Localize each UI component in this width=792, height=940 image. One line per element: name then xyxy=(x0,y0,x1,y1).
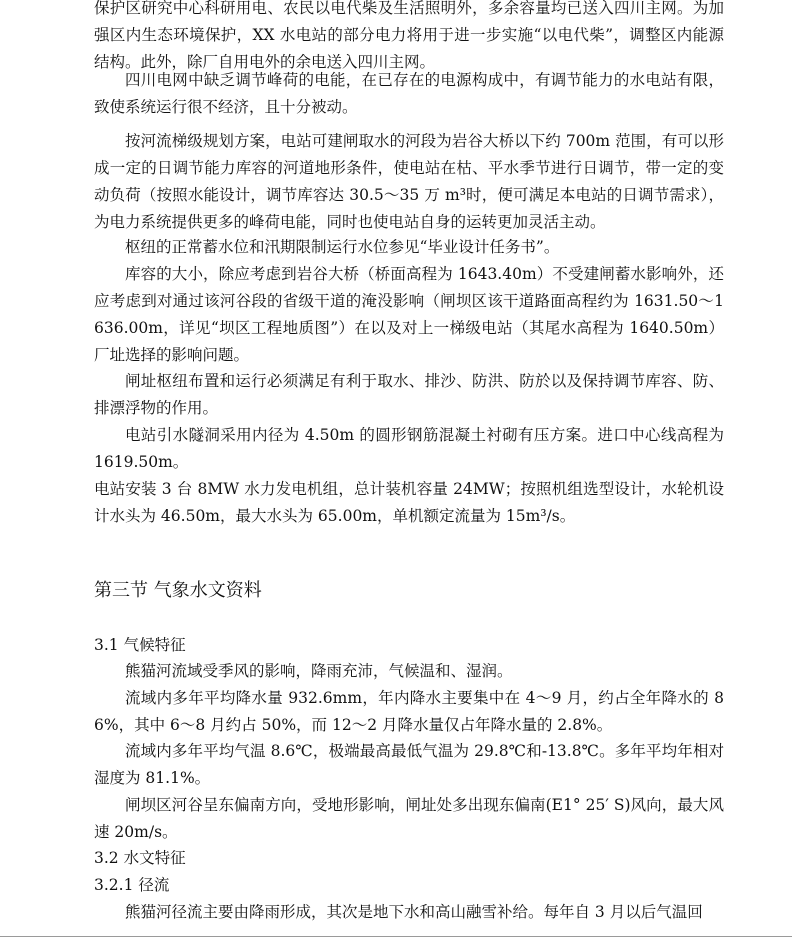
paragraph-runoff: 熊猫河径流主要由降雨形成，其次是地下水和高山融雪补给。每年自 3 月以后气温回 xyxy=(125,903,703,921)
section-title: 第三节 气象水文资料 xyxy=(94,580,262,601)
paragraph-generating-units: 电站安装 3 台 8MW 水力发电机组，总计装机容量 24MW；按照机组选型设计，水轮机设计水头为 46.50m，最大水头为 65.00m，单机额定流量为 15m³/s。 xyxy=(94,480,724,525)
hydrology-heading: 3.2 水文特征 xyxy=(94,849,186,867)
paragraph-cascade-plan: 按河流梯级规划方案，电站可建闸取水的河段为岩谷大桥以下约 700m 范围，有可以形成一定的日调节能力库容的河道地形条件，使电站在枯、平水季节进行日调节，带一定的变动负荷（按照水能设计，调节库容达 30.5～35 万 m³时，便可满足本电站的日调节需求），为电力系统提供更多的峰荷电能，同时也使电站自身的运转更加灵活主动。 xyxy=(94,132,724,231)
runoff-subheading: 3.2.1 径流 xyxy=(94,876,170,894)
climate-heading: 3.1 气候特征 xyxy=(94,636,186,654)
paragraph-precipitation: 流域内多年平均降水量 932.6mm，年内降水主要集中在 4～9 月，约占全年降水的 86%，其中 6～8 月约占 50%，而 12～2 月降水量仅占年降水量的 2.8%。 xyxy=(94,689,724,734)
paragraph-diversion-tunnel: 电站引水隧洞采用内径为 4.50m 的圆形钢筋混凝土衬砌有压方案。进口中心线高程为 1619.50m。 xyxy=(94,426,724,471)
paragraph-layout-requirements: 闸址枢纽布置和运行必须满足有利于取水、排沙、防洪、防於以及保持调节库容、防、排漂浮物的作用。 xyxy=(94,372,724,417)
paragraph-climate-monsoon: 熊猫河流域受季风的影响，降雨充沛，气候温和、湿润。 xyxy=(125,662,513,680)
paragraph-water-levels: 枢纽的正常蓄水位和汛期限制运行水位参见“毕业设计任务书”。 xyxy=(125,238,560,256)
paragraph-reservoir-capacity: 库容的大小，除应考虑到岩谷大桥（桥面高程为 1643.40m）不受建闸蓄水影响外，还应考虑到对通过该河谷段的省级干道的淹没影响（闸坝区该干道路面高程约为 1631.50～1636.00m，详见“坝区工程地质图”）在以及对上一梯级电站（其尾水高程为 1640.50m）厂址选择的影响问题。 xyxy=(94,265,724,364)
paragraph-temperature: 流域内多年平均气温 8.6℃，极端最高最低气温为 29.8℃和-13.8℃。多年平均年相对湿度为 81.1%。 xyxy=(94,742,724,787)
page-bottom-rule xyxy=(0,936,792,937)
paragraph-wind: 闸坝区河谷呈东偏南方向，受地形影响，闸址处多出现东偏南(E1° 25′ S)风向，最大风速 20m/s。 xyxy=(94,796,724,841)
paragraph-power-supply: 保护区研究中心科研用电、农民以电代柴及生活照明外，多余容量均已送入四川主网。为加强区内生态环境保护，XX 水电站的部分电力将用于进一步实施“以电代柴”，调整区内能源结构。此外，除厂自用电外的余电送入四川主网。 xyxy=(94,0,724,71)
paragraph-grid-peak-shortage: 四川电网中缺乏调节峰荷的电能，在已存在的电源构成中，有调节能力的水电站有限，致使系统运行很不经济，且十分被动。 xyxy=(94,71,724,116)
